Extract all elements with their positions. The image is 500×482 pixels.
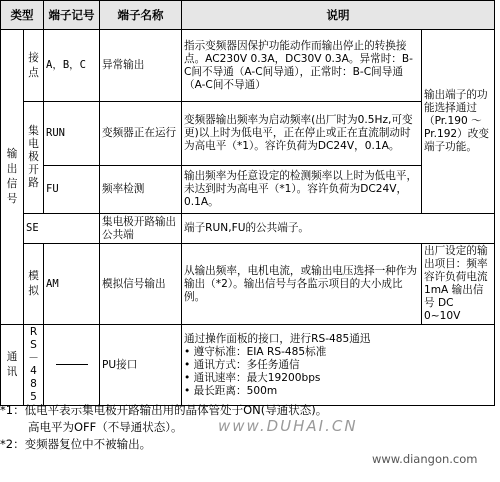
group-contact-label: 接点 (28, 51, 39, 79)
name-pu: PU接口 (100, 325, 182, 406)
list-item: • 通讯方式：多任务通信 (184, 359, 492, 372)
header-type: 类型 (1, 1, 44, 30)
header-description: 说明 (182, 1, 495, 30)
symbol-am: AM (44, 244, 100, 325)
group-comm (1, 325, 24, 406)
table-header-row (1, 1, 495, 30)
header-symbol: 端子记号 (44, 1, 100, 30)
symbol-rs485 (24, 325, 44, 406)
symbol-empty (44, 325, 100, 406)
group-open-collector-label: 集电极开路 (28, 125, 39, 189)
name-se: 集电极开路输出公共端 (100, 214, 182, 244)
desc-am: 从输出频率，电机电流，或输出电压选择一种作为输出（*2）。输出信号与各监示项目的大小成比例。 (182, 244, 422, 325)
desc-pu-intro: 通过操作面板的接口，进行RS-485通迅 (184, 332, 371, 345)
symbol-abc: A，B，C (44, 30, 100, 102)
table-row (1, 30, 495, 102)
pu-spec-list (184, 346, 492, 398)
symbol-rs485-label: RS－485 (28, 326, 39, 403)
group-contact (24, 30, 44, 102)
desc-abc: 指示变频器因保护功能动作而输出停止的转换接点。AC230V 0.3A，DC30V 0.3A。异常时：B-C间不导通（A-C间导通），正常时：B-C间导通（A-C间不导通） (182, 30, 422, 102)
name-am: 模拟信号输出 (100, 244, 182, 325)
watermark-site: www.DUHAI.CN (218, 417, 358, 435)
group-analog-label: 模拟 (28, 270, 39, 297)
group-output-signal (1, 30, 24, 325)
side-am: 出厂设定的输出项目：频率容许负荷电流 1mA 输出信号 DC 0~10V (422, 244, 495, 325)
header-name: 端子名称 (100, 1, 182, 30)
group-output-signal-label: 输出信号 (6, 148, 18, 205)
symbol-fu: FU (44, 166, 100, 214)
table-row (1, 244, 495, 325)
table-row (1, 166, 495, 214)
side-note: 输出端子的功能选择通过（Pr.190 ～ Pr.192）改变端子功能。 (422, 30, 495, 214)
symbol-se: SE (24, 214, 100, 244)
desc-se: 端子RUN,FU的公共端子。 (182, 214, 495, 244)
symbol-run: RUN (44, 102, 100, 166)
name-fu: 频率检测 (100, 166, 182, 214)
list-item: • 通讯速率：最大19200bps (184, 372, 492, 385)
list-item: • 遵守标准：EIA RS-485标准 (184, 346, 492, 359)
table-row (1, 325, 495, 406)
desc-pu (182, 325, 495, 406)
footnote-1-line-1: *1：低电平表示集电极开路输出用的晶体管处于ON(导通状态)。 (0, 403, 328, 417)
name-run: 变频器正在运行 (100, 102, 182, 166)
dash-mark (56, 364, 88, 365)
desc-run: 变频器输出频率为启动频率(出厂时为0.5Hz,可变更)以上时为低电平，正在停止或正在直流制动时为高电平（*1）。容许负荷为DC24V，0.1A。 (182, 102, 422, 166)
desc-fu: 输出频率为任意设定的检测频率以上时为低电平，未达到时为高电平（*1）。容许负荷为DC24V，0.1A。 (182, 166, 422, 214)
table-row (1, 214, 495, 244)
group-open-collector (24, 102, 44, 214)
footnote-2: *2：变频器复位中不被输出。 (0, 437, 152, 451)
watermark-source: www.diangon.com (372, 452, 478, 466)
name-abc: 异常输出 (100, 30, 182, 102)
group-analog (24, 244, 44, 325)
footnote-1-line-2: 高电平为OFF（不导通状态）。 (28, 420, 183, 434)
group-comm-label: 通讯 (6, 351, 18, 378)
list-item: • 最长距离：500m (184, 385, 492, 398)
table-row (1, 102, 495, 166)
